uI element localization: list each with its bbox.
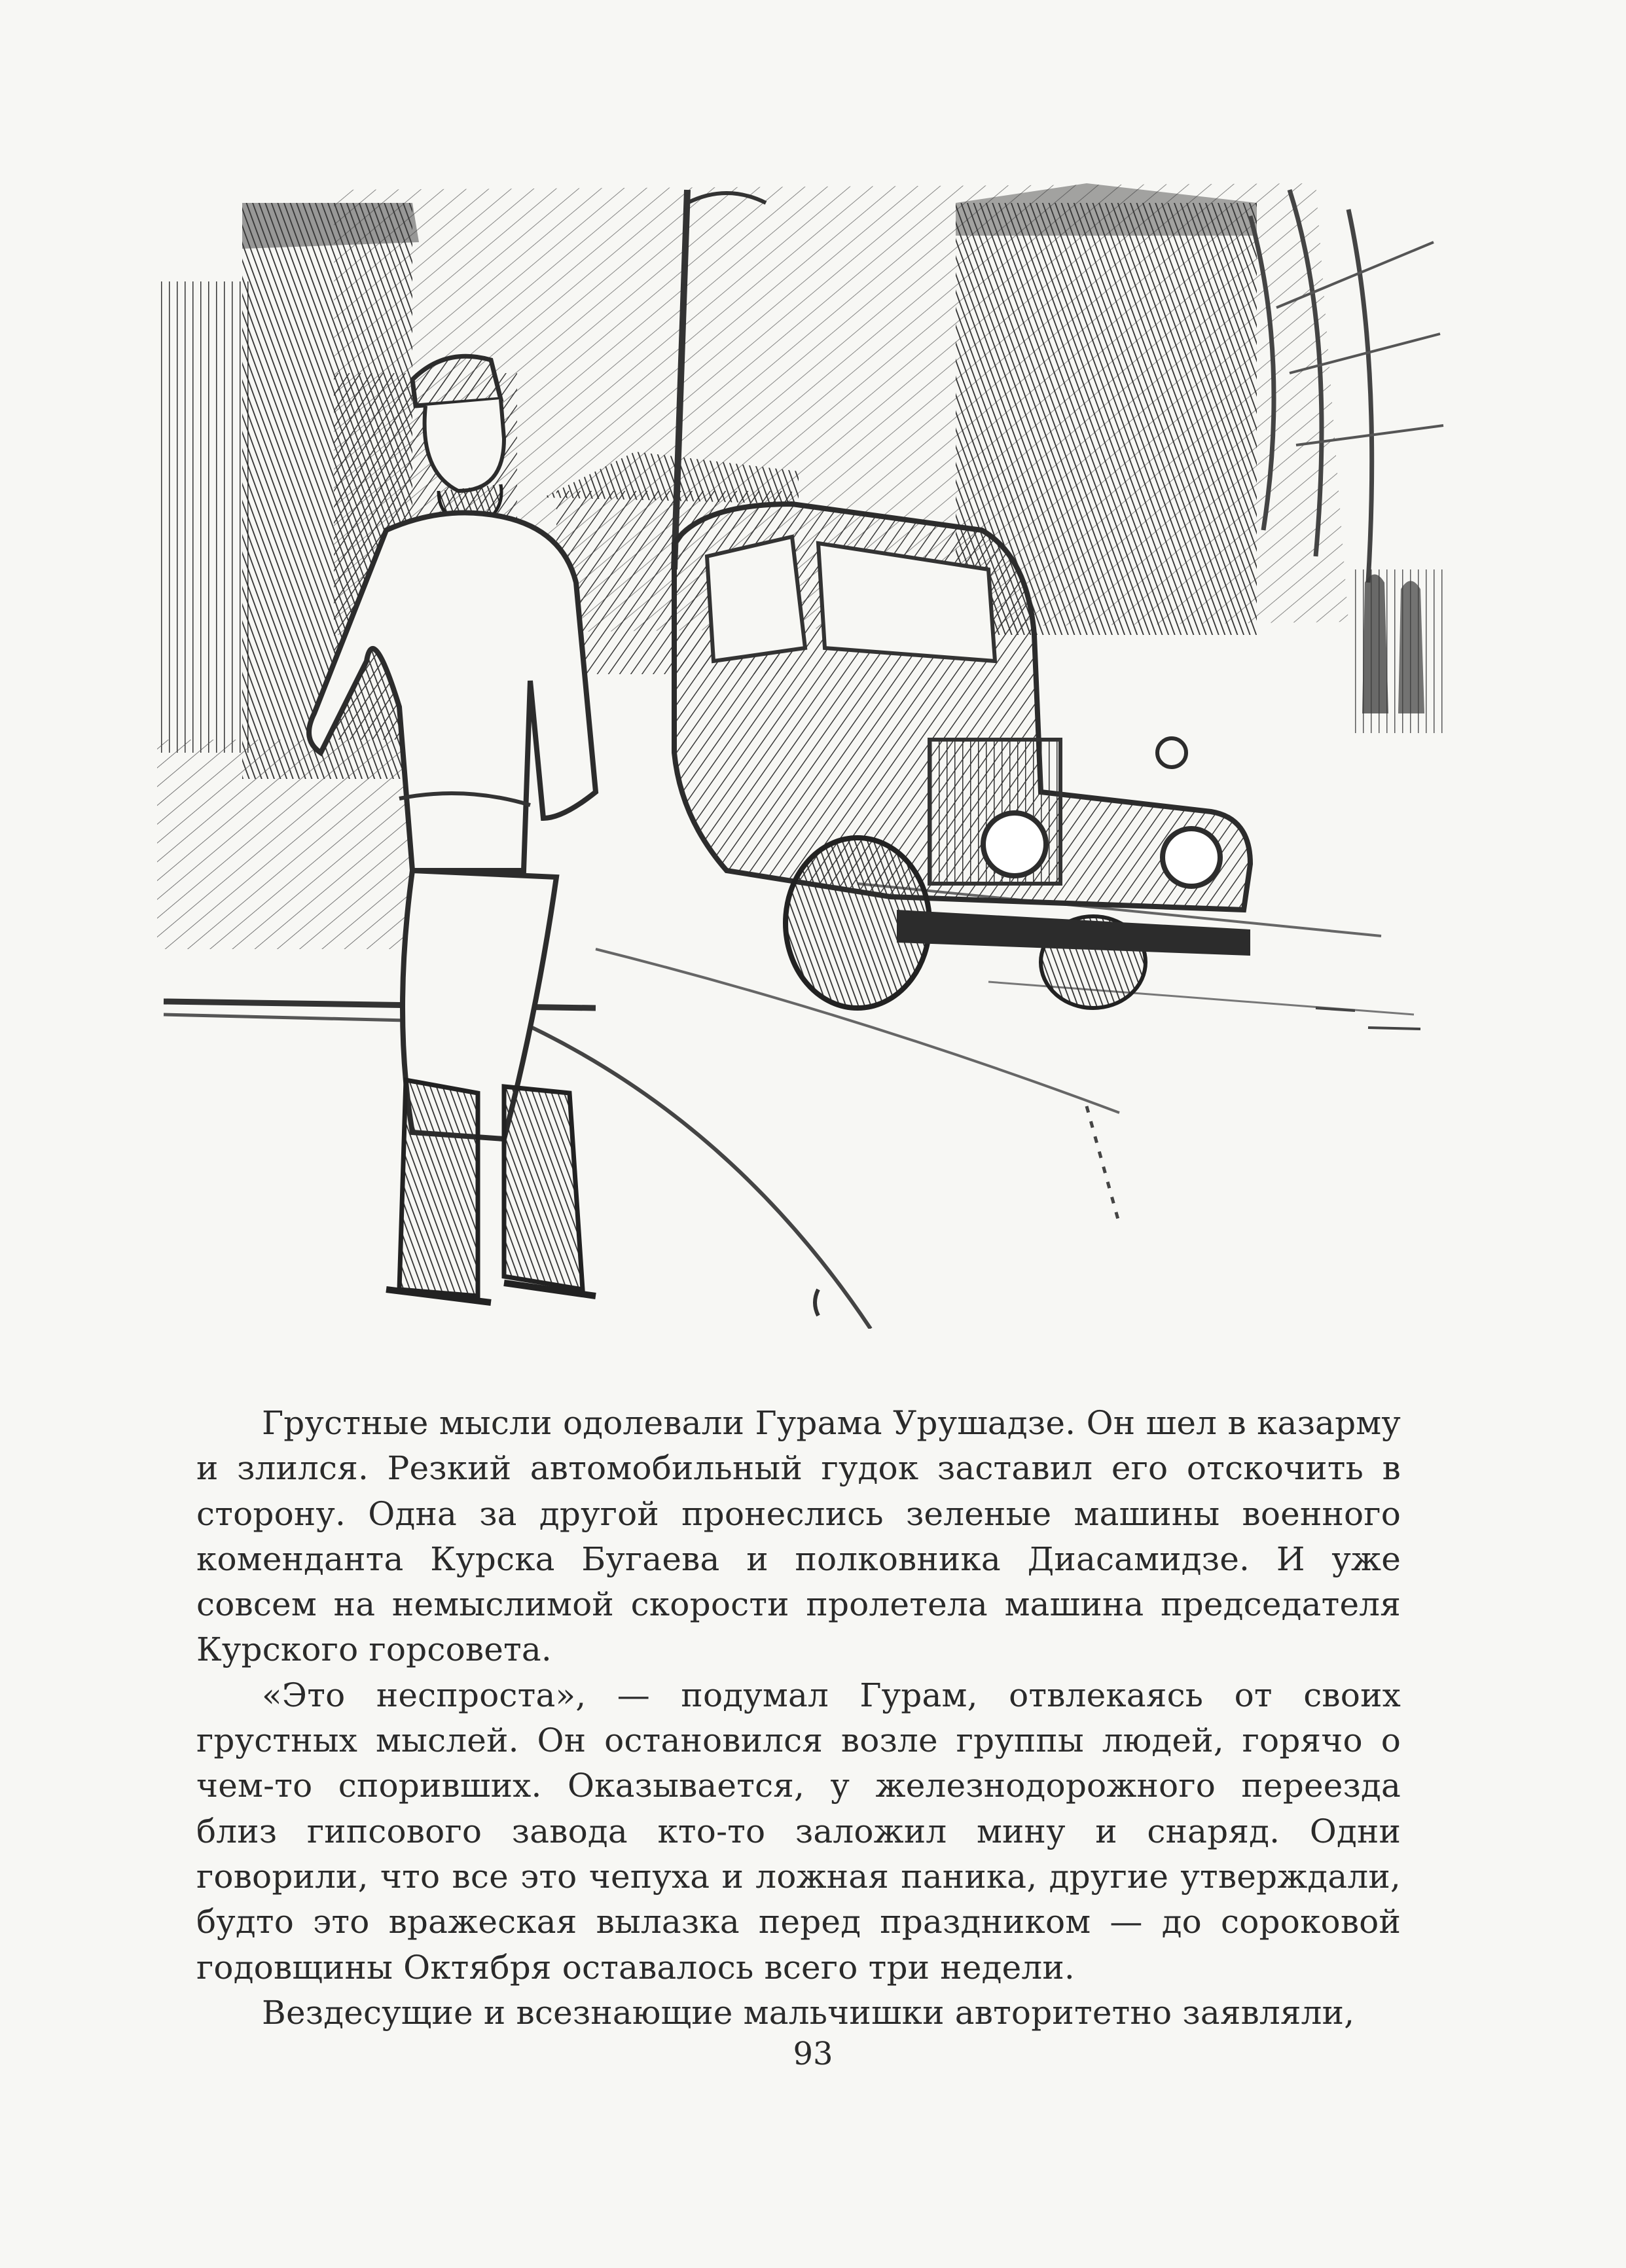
body-text <box>196 1401 1401 2036</box>
illustration-drawing <box>137 164 1460 1329</box>
paragraph: Грустные мысли одолевали Гурама Урушадзе. Он шел в казарму и злился. Резкий автомобильный гудок заставил его отскочить в сторону. Одна за другой пронеслись зеленые машины военного коменданта Курска Бугаева и полковника Диасамидзе. И уже совсем на немыслимой скорости пролетела машина председателя Курского горсовета. <box>196 1404 1401 1669</box>
paragraph: «Это неспроста», — подумал Гурам, отвлекаясь от своих грустных мыслей. Он остановился возле группы людей, горячо о чем-то споривших. Оказывается, у железнодорожного переезда близ гипсового завода кто-то заложил мину и снаряд. Одни говорили, что все это чепуха и ложная паника, другие утверждали, будто это вражеская вылазка перед праздником — до сороковой годовщины Октября оставалось всего три недели. <box>196 1676 1401 1987</box>
page-number: 93 <box>793 2036 833 2072</box>
illustration <box>137 164 1460 1329</box>
paragraph: Вездесущие и всезнающие мальчишки авторитетно заявляли, <box>262 1993 1355 2032</box>
